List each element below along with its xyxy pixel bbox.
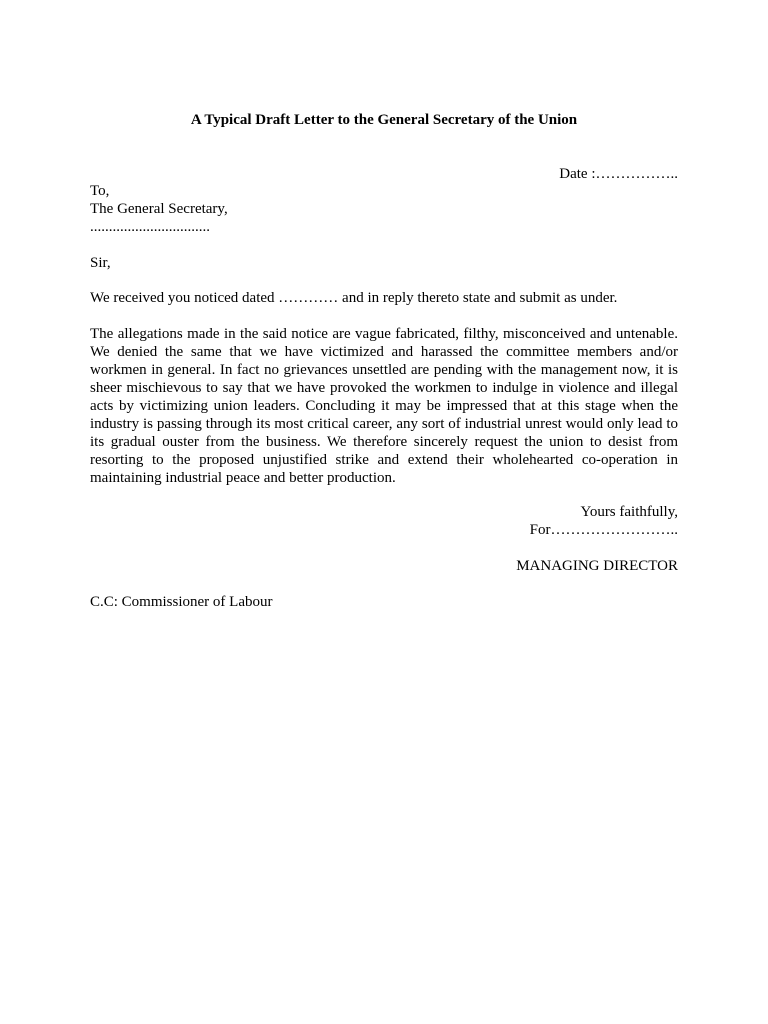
closing-block: [530, 503, 678, 539]
for-line: For……………………..: [529, 522, 678, 538]
address-to: To,: [90, 183, 110, 199]
valediction: Yours faithfully,: [580, 504, 678, 520]
date-line: Date :……………..: [559, 166, 678, 182]
signatory: MANAGING DIRECTOR: [516, 558, 678, 574]
letter-title: A Typical Draft Letter to the General Secretary of the Union: [190, 112, 578, 128]
recipient-address: [90, 182, 228, 236]
salutation: Sir,: [90, 255, 111, 271]
address-dots: ................................: [90, 219, 210, 235]
cc-line: C.C: Commissioner of Labour: [90, 594, 273, 610]
body-paragraph-2: The allegations made in the said notice are vague fabricated, filthy, misconceived and untenable. We denied the same that we have victimized and harassed the committee members and/or workmen in general. In fact no grievances unsettled are pending with the management now, it is sheer mischievous to say that we have provoked the workmen to indulge in violence and illegal acts by victimizing union leaders. Concluding it may be impressed that at this stage when the industry is passing through its most critical career, any sort of industrial unrest would only lead to its gradual ouster from the business. We therefore sincerely request the union to desist from resorting to the proposed unjustified strike and extend their wholehearted co-operation in maintaining industrial peace and better production.: [90, 326, 678, 486]
body-paragraph-1: We received you noticed dated ………… and in reply thereto state and submit as under.: [90, 290, 618, 306]
address-recipient: The General Secretary,: [90, 201, 228, 217]
